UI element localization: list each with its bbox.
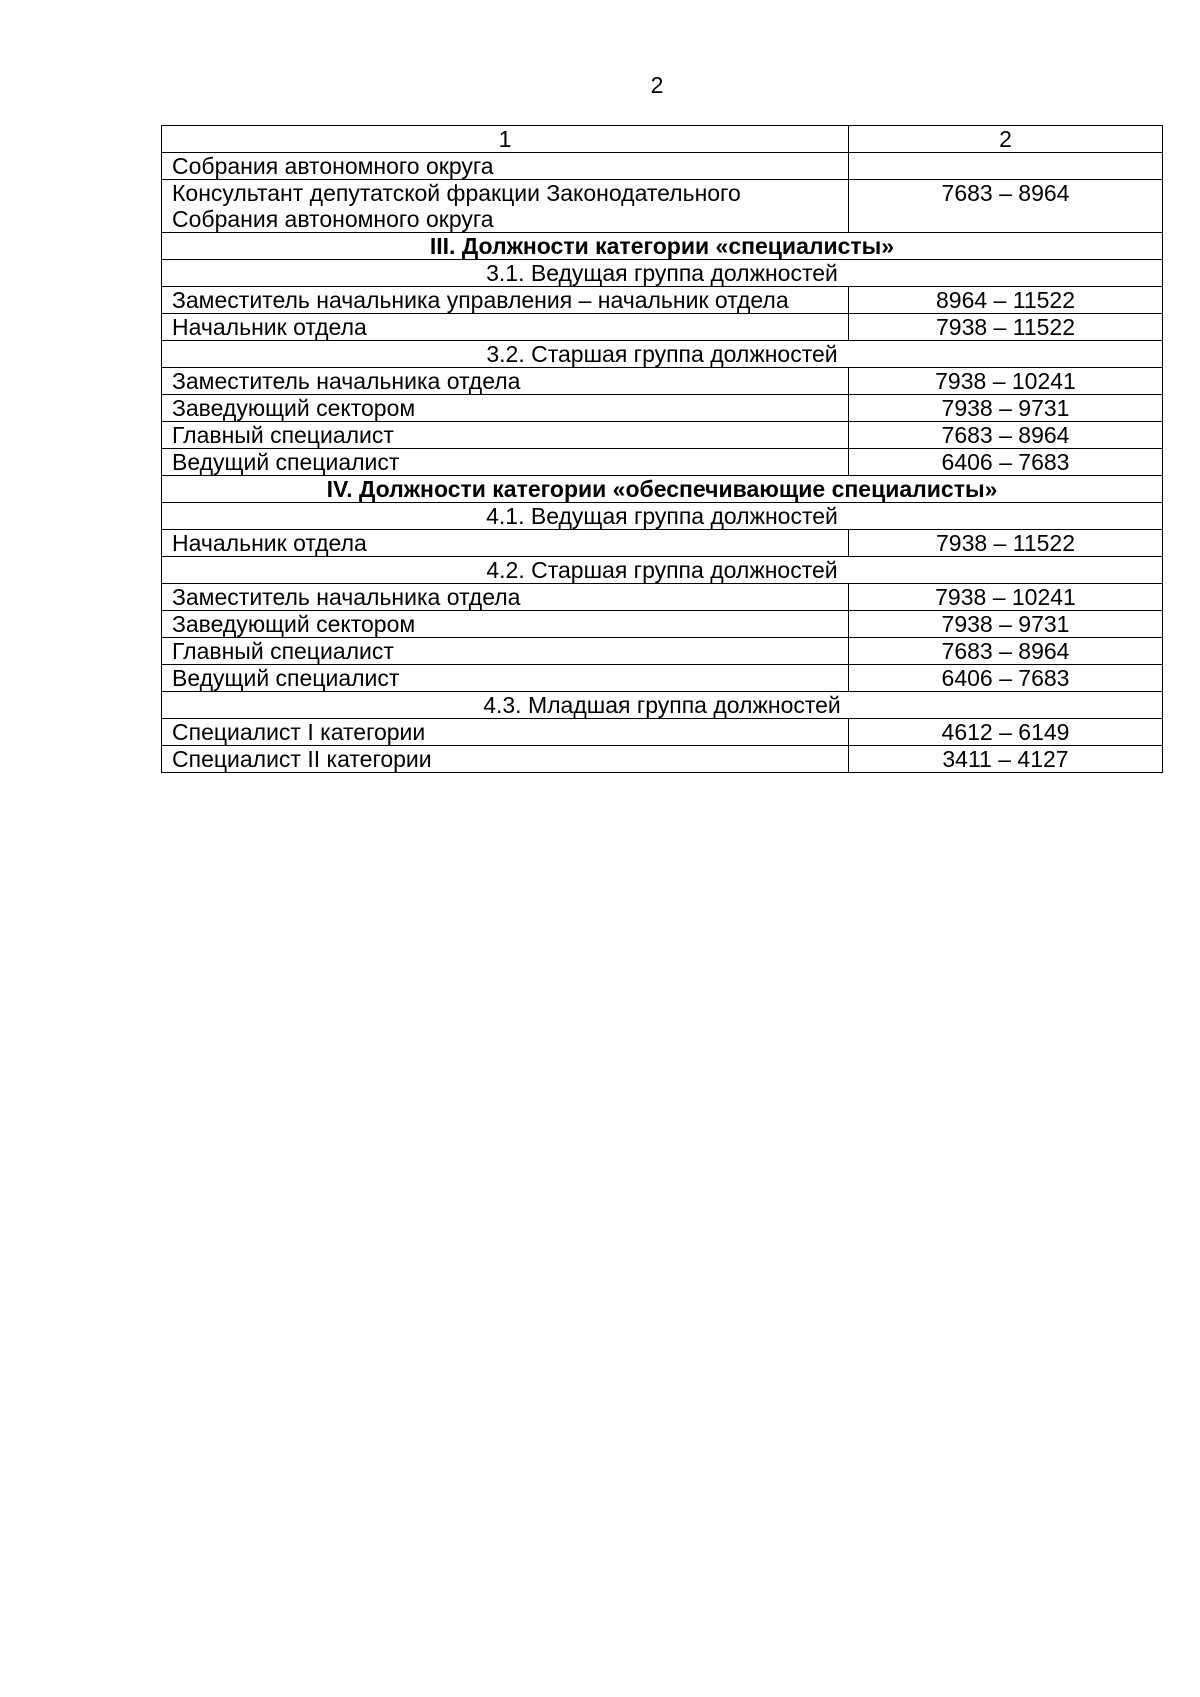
- position-cell: Заместитель начальника управления – начальник отдела: [162, 287, 849, 314]
- table-row: [162, 422, 1163, 449]
- column-header-2: 2: [849, 126, 1163, 153]
- salary-cell: 6406 – 7683: [849, 665, 1163, 692]
- salary-cell: 7683 – 8964: [849, 638, 1163, 665]
- group-heading: 3.1. Ведущая группа должностей: [162, 260, 1163, 287]
- table-row: [162, 314, 1163, 341]
- position-cell: Начальник отдела: [162, 530, 849, 557]
- position-cell: Ведущий специалист: [162, 449, 849, 476]
- salary-cell: 7938 – 11522: [849, 314, 1163, 341]
- section-row: [162, 233, 1163, 260]
- section-row: [162, 476, 1163, 503]
- table-row: [162, 449, 1163, 476]
- salary-cell: 6406 – 7683: [849, 449, 1163, 476]
- table-row: [162, 153, 1163, 180]
- group-heading: 4.2. Старшая группа должностей: [162, 557, 1163, 584]
- table-row: [162, 287, 1163, 314]
- position-cell: Специалист II категории: [162, 746, 849, 773]
- group-row: [162, 341, 1163, 368]
- position-cell: Начальник отдела: [162, 314, 849, 341]
- group-row: [162, 260, 1163, 287]
- group-heading: 4.1. Ведущая группа должностей: [162, 503, 1163, 530]
- table-row: [162, 746, 1163, 773]
- column-header-1: 1: [162, 126, 849, 153]
- table-row: [162, 530, 1163, 557]
- salary-cell: 8964 – 11522: [849, 287, 1163, 314]
- position-cell: Собрания автономного округа: [162, 153, 849, 180]
- salary-table: [161, 125, 1163, 773]
- group-heading: 4.3. Младшая группа должностей: [162, 692, 1163, 719]
- section-heading: III. Должности категории «специалисты»: [162, 233, 1163, 260]
- salary-cell: 7938 – 9731: [849, 611, 1163, 638]
- table-row: [162, 665, 1163, 692]
- salary-cell: 7938 – 11522: [849, 530, 1163, 557]
- salary-cell: 7938 – 10241: [849, 584, 1163, 611]
- position-cell: Специалист I категории: [162, 719, 849, 746]
- salary-cell: 7938 – 9731: [849, 395, 1163, 422]
- position-cell: Консультант депутатской фракции Законодательного Собрания автономного округа: [162, 180, 849, 233]
- group-row: [162, 692, 1163, 719]
- position-cell: Заведующий сектором: [162, 395, 849, 422]
- section-heading: IV. Должности категории «обеспечивающие специалисты»: [162, 476, 1163, 503]
- table-header-row: [162, 126, 1163, 153]
- position-cell: Заместитель начальника отдела: [162, 584, 849, 611]
- table-row: [162, 719, 1163, 746]
- position-cell: Заведующий сектором: [162, 611, 849, 638]
- position-cell: Заместитель начальника отдела: [162, 368, 849, 395]
- group-heading: 3.2. Старшая группа должностей: [162, 341, 1163, 368]
- salary-cell: 3411 – 4127: [849, 746, 1163, 773]
- table-row: [162, 611, 1163, 638]
- group-row: [162, 557, 1163, 584]
- salary-cell: [849, 153, 1163, 180]
- salary-cell: 7683 – 8964: [849, 422, 1163, 449]
- salary-cell: 7938 – 10241: [849, 368, 1163, 395]
- table-row: [162, 180, 1163, 233]
- table-row: [162, 584, 1163, 611]
- position-cell: Ведущий специалист: [162, 665, 849, 692]
- position-cell: Главный специалист: [162, 638, 849, 665]
- position-cell: Главный специалист: [162, 422, 849, 449]
- table-row: [162, 638, 1163, 665]
- page-number: 2: [650, 72, 664, 98]
- group-row: [162, 503, 1163, 530]
- salary-cell: 4612 – 6149: [849, 719, 1163, 746]
- table-row: [162, 368, 1163, 395]
- table-row: [162, 395, 1163, 422]
- salary-cell: 7683 – 8964: [849, 180, 1163, 233]
